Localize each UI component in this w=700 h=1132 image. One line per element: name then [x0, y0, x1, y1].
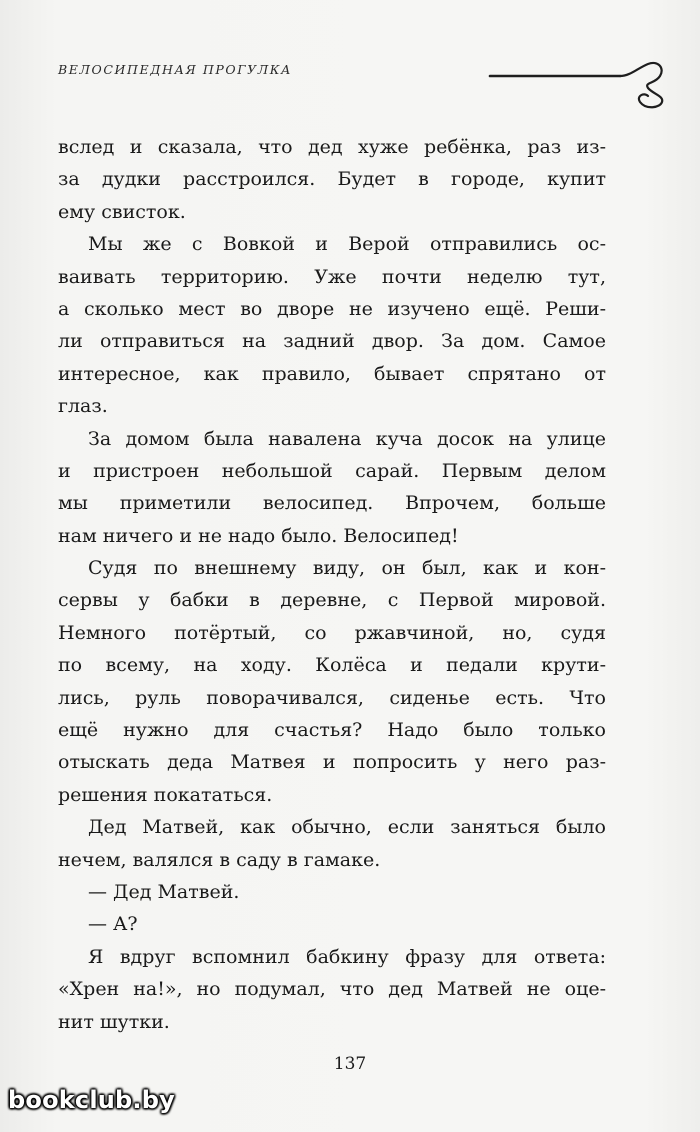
running-head-title: ВЕЛОСИПЕДНАЯ ПРОГУЛКА: [58, 62, 293, 77]
text-line: мы приметили велосипед. Впрочем, больше: [58, 492, 606, 515]
text-line: лись, руль поворачивался, сиденье есть. Что: [58, 686, 606, 709]
text-line: «Хрен на!», но подумал, что дед Матвей не оце-: [58, 978, 606, 1001]
text-line: нам ничего и не надо было. Велосипед!: [58, 524, 459, 547]
text-line: по всему, на ходу. Колёса и педали крути-: [58, 654, 606, 677]
text-line: интересное, как правило, бывает спрятано от: [58, 362, 606, 385]
text-line: ваивать территорию. Уже почти неделю тут,: [58, 265, 606, 288]
text-line: ли отправиться на задний двор. За дом. Самое: [58, 330, 606, 353]
text-line: за дудки расстроился. Будет в городе, купит: [58, 168, 606, 191]
text-line: и пристроен небольшой сарай. Первым делом: [58, 459, 606, 482]
swirl-ornament-icon: [488, 58, 668, 110]
text-line: нечем, валялся в саду в гамаке.: [58, 848, 381, 871]
page-number: 137: [333, 1054, 367, 1074]
text-line: ему свисток.: [58, 200, 186, 223]
text-line: а сколько мест во дворе не изучено ещё. Реши-: [58, 297, 606, 320]
text-line: Немного потёртый, со ржавчиной, но, судя: [58, 621, 606, 644]
text-line: Судя по внешнему виду, он был, как и кон-: [88, 557, 606, 580]
text-line: вслед и сказала, что дед хуже ребёнка, раз из-: [58, 136, 606, 158]
text-line: решения покататься.: [58, 783, 273, 806]
text-line: нит шутки.: [58, 1010, 170, 1033]
text-line: Дед Матвей, как обычно, если заняться было: [88, 816, 606, 839]
text-line: Мы же с Вовкой и Верой отправились ос-: [88, 233, 606, 256]
text-line: — А?: [88, 913, 138, 936]
text-line: Я вдруг вспомнил бабкину фразу для ответа:: [88, 945, 606, 968]
text-line: За домом была навалена куча досок на улице: [88, 427, 606, 450]
body-text: [58, 131, 606, 1038]
text-line: — Дед Матвей.: [88, 880, 240, 903]
text-line: глаз.: [58, 395, 108, 418]
watermark-logo: bookclub.by: [8, 1086, 175, 1114]
text-line: отыскать деда Матвея и попросить у него раз-: [58, 751, 606, 774]
text-line: ещё нужно для счастья? Надо было только: [58, 719, 606, 742]
text-line: сервы у бабки в деревне, с Первой мировой.: [58, 589, 606, 612]
